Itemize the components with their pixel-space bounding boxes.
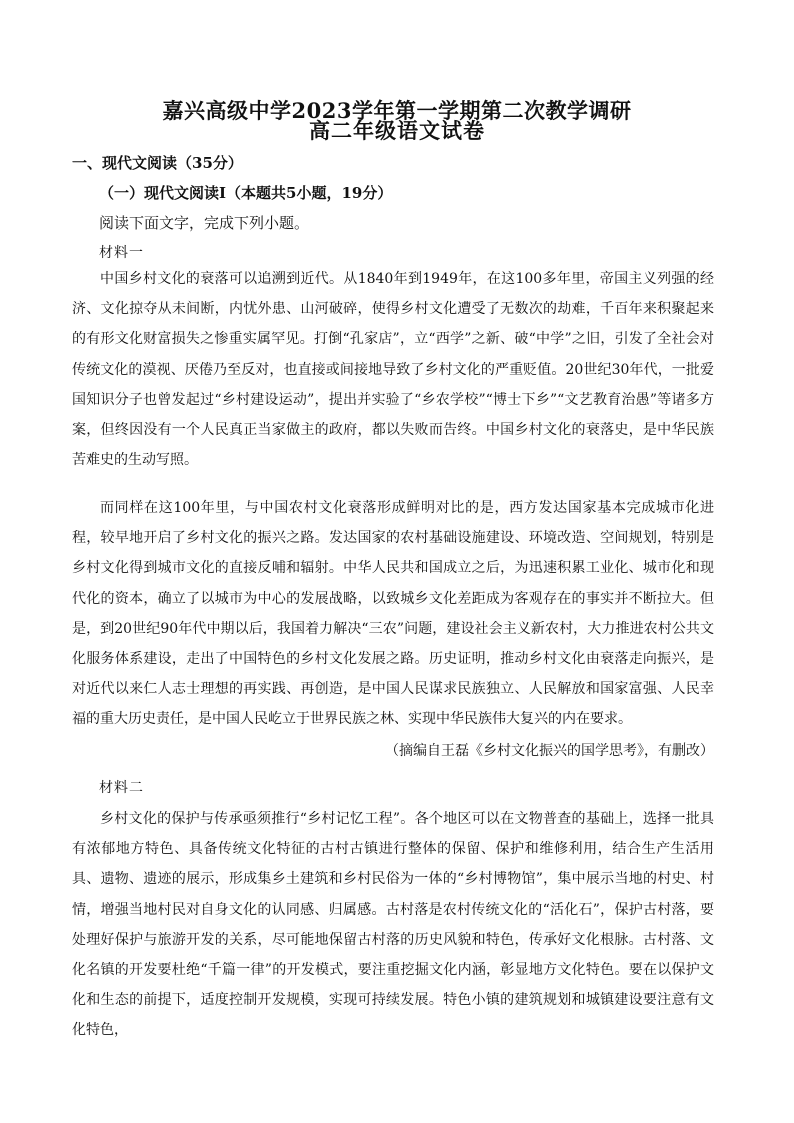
material-one-paragraph-2: 而同样在这100年里，与中国农村文化衰落形成鲜明对比的是，西方发达国家基本完成城市化进程，较早地开启了乡村文化的振兴之路。发达国家的农村基础设施建设、环境改造、空间规划，特别是乡村文化得到城市文化的直接反哺和辐射。中华人民共和国成立之后，为迅速积累工业化、城市化和现代化的资本，确立了以城市为中心的发展战略，以致城乡文化差距成为客观存在的事实并不断拉大。但是，到20世纪90年代中期以后，我国着力解决“三农”问题，建设社会主义新农村，大力推进农村公共文化服务体系建设，走出了中国特色的乡村文化发展之路。历史证明，推动乡村文化由衰落走向振兴，是对近代以来仁人志士理想的再实践、再创造，是中国人民谋求民族独立、人民解放和国家富强、人民幸福的重大历史责任，是中国人民屹立于世界民族之林、实现中华民族伟大复兴的内在要求。 xyxy=(72,500,714,728)
exam-title: 嘉兴高级中学2023学年第一学期第二次教学调研 xyxy=(162,98,632,123)
material-one-source: （摘编自王磊《乡村文化振兴的国学思考》，有删改） xyxy=(385,743,714,759)
section-heading: 一、现代文阅读（35分） xyxy=(72,154,243,172)
material-one-label: 材料一 xyxy=(99,245,144,261)
material-two-paragraph-1: 乡村文化的保护与传承亟须推行“乡村记忆工程”。各个地区可以在文物普查的基础上，选择一批具有浓郁地方特色、具备传统文化特征的古村古镇进行整体的保留、保护和维修利用，结合生产生活用具、遗物、遗迹的展示，形成集乡土建筑和乡村民俗为一体的“乡村博物馆”，集中展示当地的村史、村情，增强当地村民对自身文化的认同感、归属感。古村落是农村传统文化的“活化石”，保护古村落，要处理好保护与旅游开发的关系，尽可能地保留古村落的历史风貌和特色，传承好文化根脉。古村落、文化名镇的开发要杜绝“千篇一律”的开发模式，要注重挖掘文化内涵，彰显地方文化特色。要在以保护文化和生态的前提下，适度控制开发规模，实现可持续发展。特色小镇的建筑规划和城镇建设要注意有文化特色， xyxy=(72,811,714,1039)
material-two-label: 材料二 xyxy=(99,780,144,796)
subsection-heading: （一）现代文阅读Ⅰ（本题共5小题，19分） xyxy=(99,184,393,202)
material-one-paragraph-1: 中国乡村文化的衰落可以追溯到近代。从1840年到1949年，在这100多年里，帝国主义列强的经济、文化掠夺从未间断，内忧外患、山河破碎，使得乡村文化遭受了无数次的劫难，千百年来积聚起来的有形文化财富损失之惨重实属罕见。打倒“孔家店”，立“西学”之新、破“中学”之旧，引发了全社会对传统文化的漠视、厌倦乃至反对，也直接或间接地导致了乡村文化的严重贬值。20世纪30年代，一批爱国知识分子也曾发起过“乡村建设运动”，提出并实验了“乡农学校”“博士下乡”“文艺教育治愚”等诸多方案，但终因没有一个人民真正当家做主的政府，都以失败而告终。中国乡村文化的衰落史，是中华民族苦难史的生动写照。 xyxy=(72,271,714,469)
reading-instruction: 阅读下面文字，完成下列小题。 xyxy=(99,214,310,232)
exam-subtitle: 高二年级语文试卷 xyxy=(309,118,485,143)
